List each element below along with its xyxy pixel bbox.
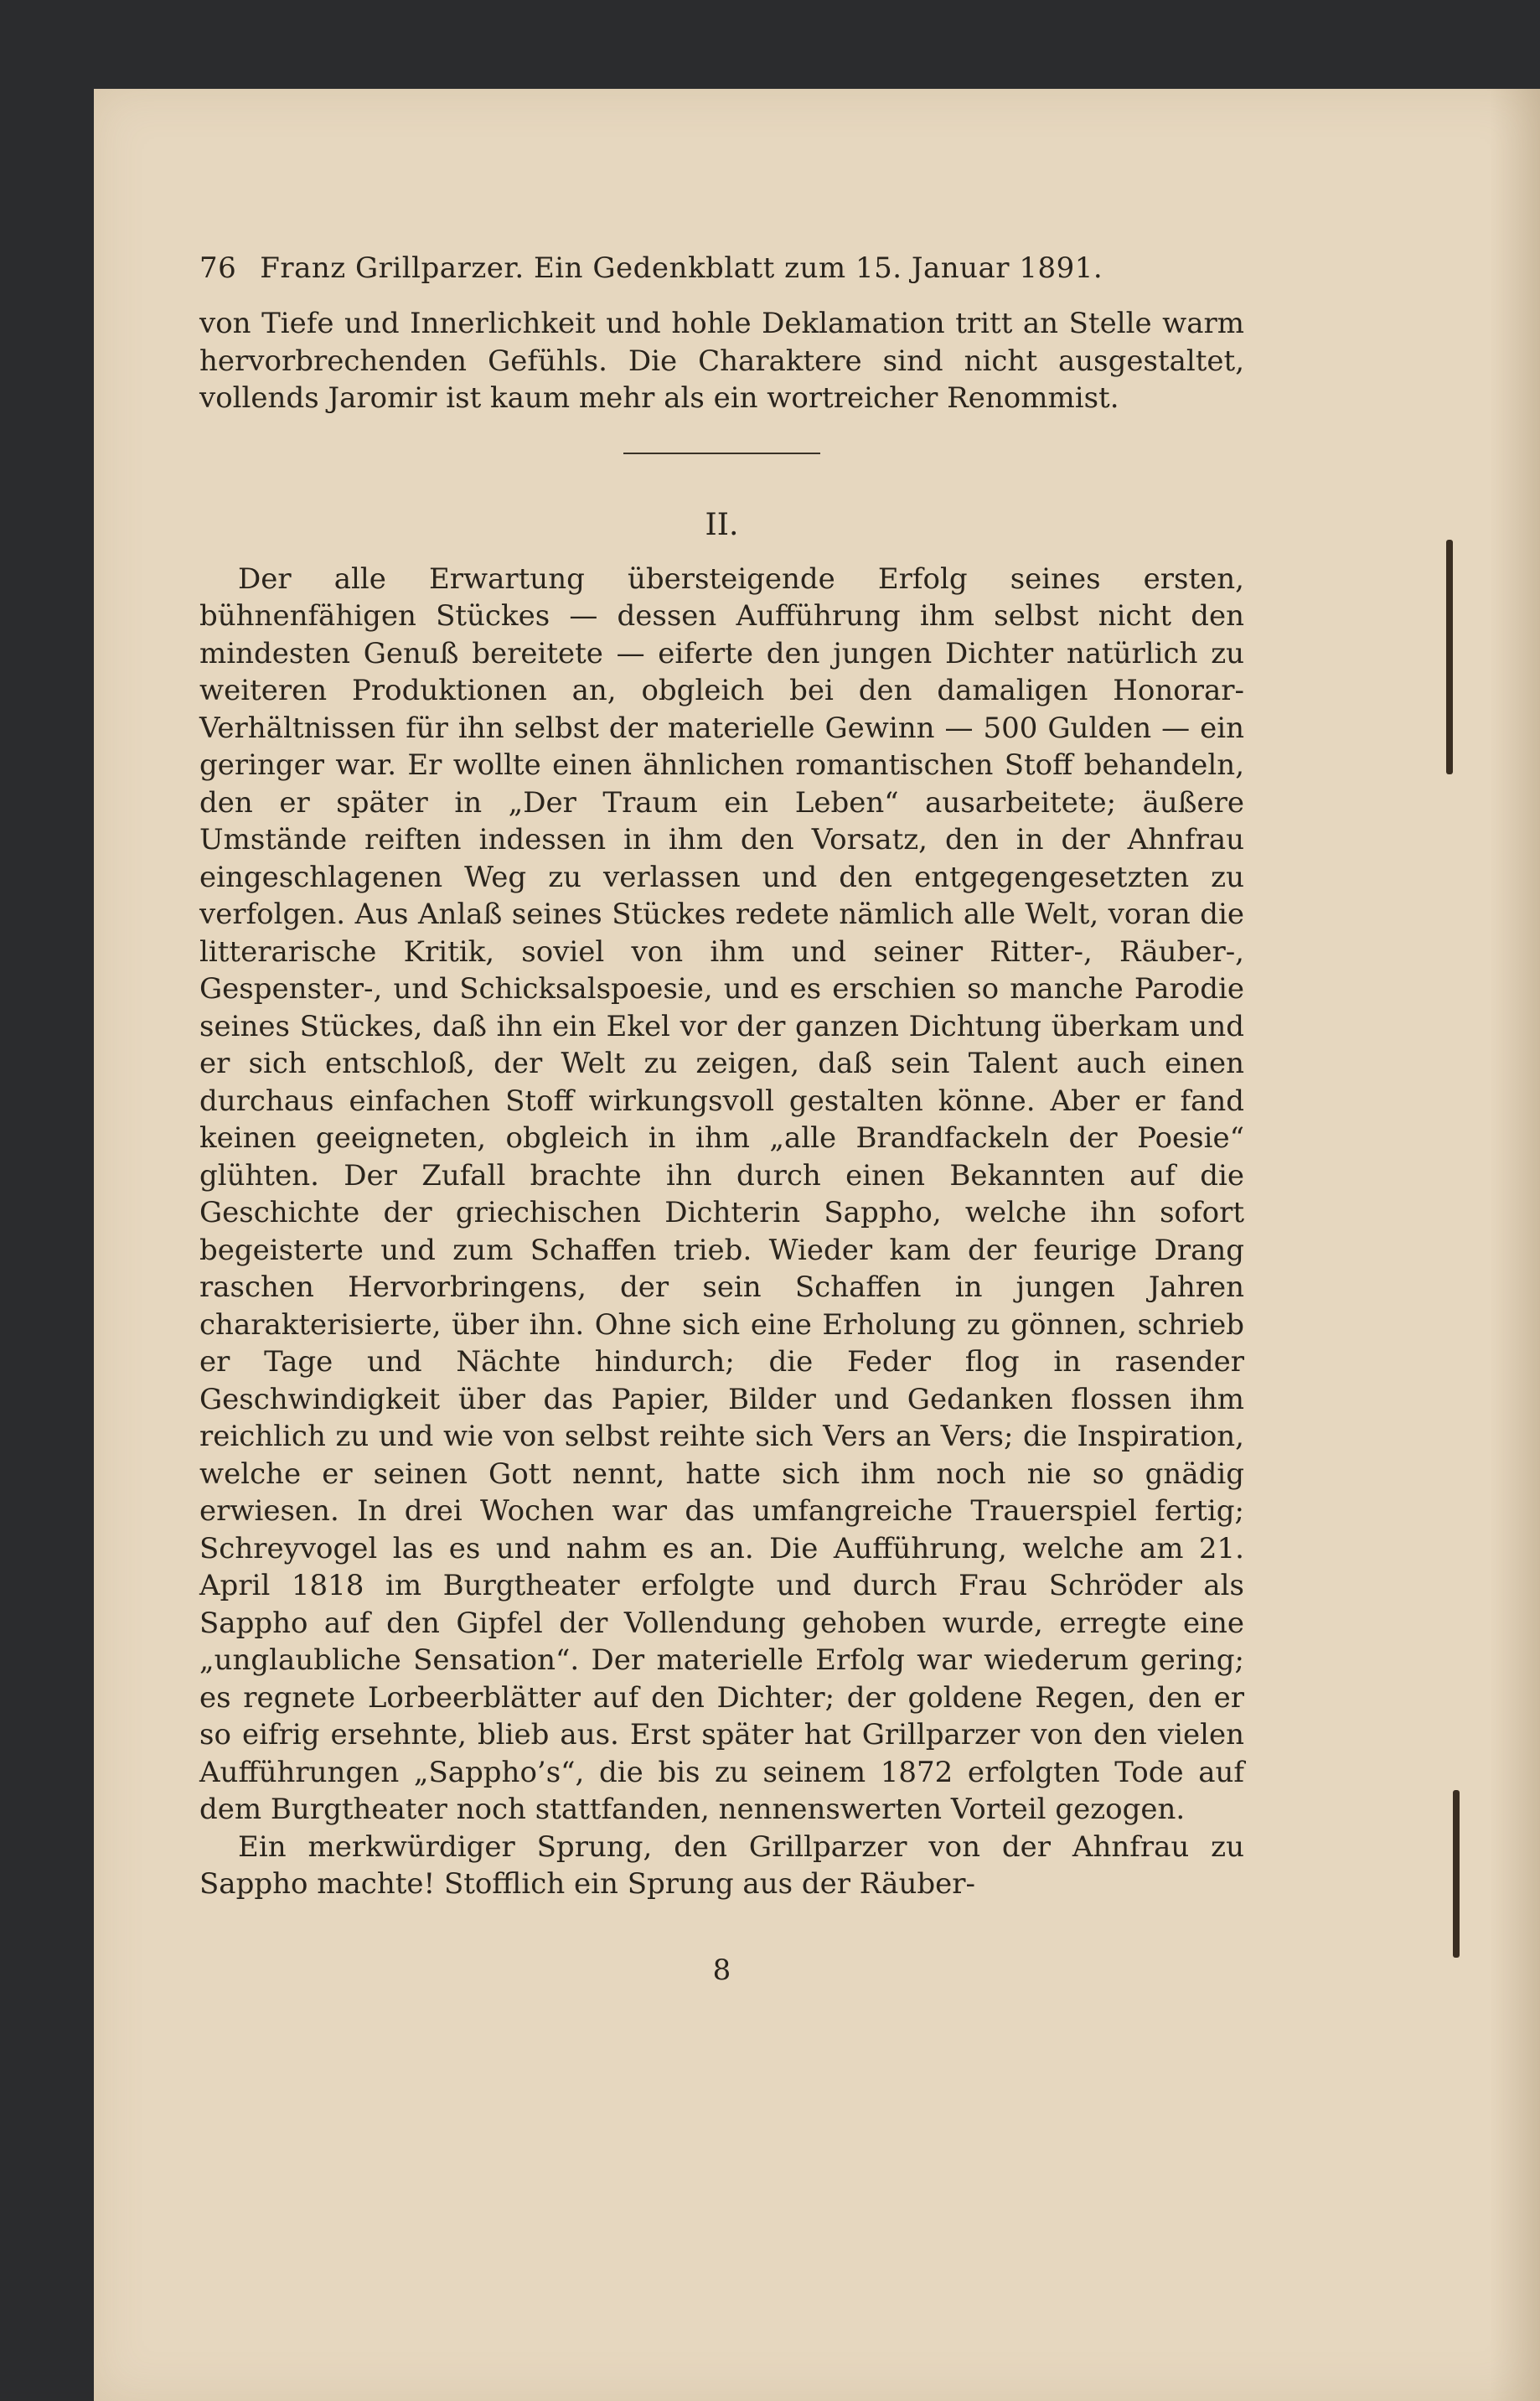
opening-paragraph: von Tiefe und Innerlichkeit und hohle Deklamation tritt an Stelle warm hervorbrechenden Gefühls. Die Charaktere sind nicht ausgestaltet, vollends Jaromir ist kaum mehr als ein wortreicher Renommist. bbox=[199, 307, 1244, 415]
running-head-title: Franz Grillparzer. Ein Gedenkblatt zum 15. Januar 1891. bbox=[260, 251, 1103, 285]
page-edge-shadow bbox=[1490, 89, 1540, 2401]
signature-mark: 8 bbox=[712, 1953, 731, 1987]
page-number: 76 bbox=[199, 251, 237, 285]
binding-thread-mark bbox=[1453, 1790, 1460, 1958]
body-paragraph-1: Der alle Erwartung übersteigende Erfolg seines ersten, bühnenfähigen Stückes — dessen Aufführung ihm selbst nicht den mindesten Genuß bereitete — eiferte den jungen Dichter natürlich zu weiteren Produktionen an, obgleich bei den damaligen Honorar-Verhältnissen für ihn selbst der materielle Gewinn — 500 Gulden — ein geringer war. Er wollte einen ähnlichen romantischen Stoff behandeln, den er später in „Der Traum ein Leben“ ausarbeitete; äußere Umstände reiften indessen in ihm den Vorsatz, den in der Ahnfrau eingeschlagenen Weg zu verlassen und den entgegengesetzten zu verfolgen. Aus Anlaß seines Stückes redete nämlich alle Welt, voran die litterarische Kritik, soviel von ihm und seiner Ritter-, Räuber-, Gespenster-, und Schicksalspoesie, und es erschien so manche Parodie seines Stückes, daß ihn ein Ekel vor der ganzen Dichtung überkam und er sich entschloß, der Welt zu zeigen, daß sein Talent auch einen durchaus einfachen Stoff wirkungsvoll gestalten könne. Aber er fand keinen geeigneten, obgleich in ihm „alle Brandfackeln der Poesie“ glühten. Der Zufall brachte ihn durch einen Bekannten auf die Geschichte der griechischen Dichterin Sappho, welche ihn sofort begeisterte und zum Schaffen trieb. Wieder kam der feurige Drang raschen Hervorbringens, der sein Schaffen in jungen Jahren charakterisierte, über ihn. Ohne sich eine Erholung zu gönnen, schrieb er Tage und Nächte hindurch; die Feder flog in rasender Geschwindigkeit über das Papier, Bilder und Gedanken flossen ihm reichlich zu und wie von selbst reihte sich Vers an Vers; die Inspiration, welche er seinen Gott nennt, hatte sich ihm noch nie so gnädig erwiesen. In drei Wochen war das umfangreiche Trauerspiel fertig; Schreyvogel las es und nahm es an. Die Aufführung, welche am 21. April 1818 im Burgtheater erfolgte und durch Frau Schröder als Sappho auf den Gipfel der Vollendung gehoben wurde, erregte eine „unglaubliche Sensation“. Der materielle Erfolg war wiederum gering; es regnete Lorbeerblätter auf den Dichter; der goldene Regen, den er so eifrig ersehnte, blieb aus. Erst später hat Grillparzer von den vielen Aufführungen „Sappho’s“, die bis zu seinem 1872 erfolgten Tode auf dem Burgtheater noch stattfanden, nennenswerten Vorteil gezogen. bbox=[199, 561, 1244, 1826]
running-head bbox=[199, 251, 1244, 285]
page-content bbox=[199, 251, 1244, 1987]
section-number: II. bbox=[705, 507, 739, 542]
binding-thread-mark bbox=[1446, 540, 1453, 774]
body-paragraph-2: Ein merkwürdiger Sprung, den Grillparzer von der Ahnfrau zu Sappho machte! Stofflich ein Sprung aus der Räuber- bbox=[199, 1829, 1244, 1901]
section-divider bbox=[623, 453, 820, 454]
